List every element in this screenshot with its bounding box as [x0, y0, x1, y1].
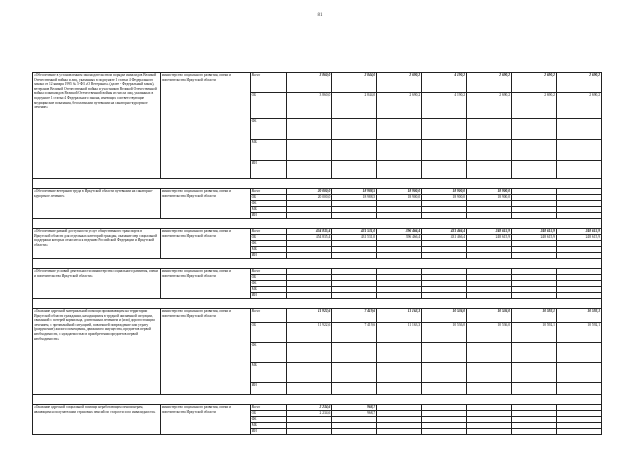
value-cell	[512, 363, 557, 383]
value-cell	[377, 140, 422, 161]
value-cell: 18 900,0	[467, 189, 512, 195]
value-cell	[332, 429, 377, 435]
executor-cell: министерство социального развития, опеки и попечительства Иркутской области	[160, 405, 250, 435]
value-cell: 2 690,2	[556, 93, 601, 119]
value-cell: 18 900,0	[377, 195, 422, 201]
value-cell: 18 900,0	[422, 189, 467, 195]
funding-source-cell: ОБ	[250, 195, 287, 201]
value-cell: 2 844,0	[332, 73, 377, 93]
value-cell: 2 844,0	[332, 93, 377, 119]
value-cell: 248 615,9	[512, 235, 557, 241]
value-cell	[467, 363, 512, 383]
funding-source-cell: ФБ	[250, 417, 287, 423]
value-cell	[287, 119, 332, 140]
value-cell	[332, 363, 377, 383]
value-cell	[467, 119, 512, 140]
value-cell	[422, 119, 467, 140]
value-cell: 18 988,5	[332, 195, 377, 201]
value-cell	[332, 161, 377, 179]
value-cell: 4 190,2	[422, 73, 467, 93]
value-cell: 248 615,9	[556, 235, 601, 241]
value-cell	[422, 140, 467, 161]
funding-source-cell: ОБ	[250, 275, 287, 281]
value-cell: 2 690,2	[512, 73, 557, 93]
value-cell	[377, 343, 422, 363]
funding-source-cell: ИИ	[250, 213, 287, 219]
value-cell: 2 690,2	[467, 73, 512, 93]
value-cell	[556, 140, 601, 161]
value-cell	[467, 140, 512, 161]
value-cell	[556, 119, 601, 140]
value-cell: 10 592,1	[512, 323, 557, 343]
value-cell: 968,7	[332, 411, 377, 417]
value-cell	[512, 119, 557, 140]
value-cell	[377, 429, 422, 435]
value-cell	[287, 383, 332, 395]
funding-source-cell: Всего	[250, 229, 287, 235]
value-cell: 18 900,0	[422, 195, 467, 201]
funding-source-cell: ИИ	[250, 253, 287, 259]
value-cell: 11 922,6	[287, 323, 332, 343]
value-cell: 454 835,4	[287, 229, 332, 235]
value-cell: 2 690,2	[556, 73, 601, 93]
funding-source-cell: МБ	[250, 140, 287, 161]
value-cell: 2 690,2	[512, 93, 557, 119]
value-cell: 11 163,3	[377, 309, 422, 323]
value-cell	[556, 343, 601, 363]
value-cell	[287, 343, 332, 363]
value-cell	[467, 161, 512, 179]
value-cell	[512, 343, 557, 363]
funding-source-cell: Всего	[250, 269, 287, 275]
value-cell	[467, 429, 512, 435]
funding-source-cell: ИИ	[250, 429, 287, 435]
value-cell: 431 466,4	[422, 235, 467, 241]
value-cell: 20 000,0	[287, 195, 332, 201]
value-cell	[512, 161, 557, 179]
value-cell	[332, 383, 377, 395]
value-cell: 7 419,6	[332, 309, 377, 323]
value-cell: 18 900,0	[377, 189, 422, 195]
value-cell: 2 234,6	[287, 411, 332, 417]
value-cell: 10 592,1	[556, 309, 601, 323]
value-cell: 11 922,6	[287, 309, 332, 323]
funding-source-cell: ОБ	[250, 411, 287, 417]
table-row	[33, 73, 602, 93]
funding-source-cell: ИИ	[250, 383, 287, 395]
funding-source-cell: ИИ	[250, 161, 287, 179]
value-cell	[556, 161, 601, 179]
funding-source-cell: Всего	[250, 405, 287, 411]
value-cell: 2 690,2	[377, 93, 422, 119]
value-cell: 2 234,6	[287, 405, 332, 411]
value-cell	[377, 363, 422, 383]
value-cell	[287, 363, 332, 383]
value-cell: 10 536,0	[467, 323, 512, 343]
executor-cell: министерство социального развития, опеки и попечительства Иркутской области	[160, 229, 250, 259]
funding-source-cell: Всего	[250, 73, 287, 93]
page-number: 81	[317, 13, 323, 18]
value-cell: 248 615,9	[467, 229, 512, 235]
value-cell: 10 592,1	[512, 309, 557, 323]
value-cell: 248 615,9	[512, 229, 557, 235]
value-cell	[422, 343, 467, 363]
value-cell	[287, 161, 332, 179]
funding-source-cell: ОБ	[250, 323, 287, 343]
program-name-cell: «Обеспечение ветеранов труда в Иркутской области путевками на санаторно-курортное лечение»	[33, 189, 161, 219]
value-cell	[332, 140, 377, 161]
value-cell	[287, 429, 332, 435]
funding-source-cell: ФБ	[250, 281, 287, 287]
value-cell: 431 531,0	[332, 229, 377, 235]
program-name-cell: «Обеспечение равной доступности услуг общественного транспорта в Иркутской области для отдельных категорий граждан, оказание мер социальной поддержки которых относится к ведению Российской Федерации и Иркутской области»	[33, 229, 161, 259]
value-cell: 968,7	[332, 405, 377, 411]
funding-source-cell: Всего	[250, 189, 287, 195]
executor-cell: министерство социального развития, опеки и попечительства Иркутской области	[160, 73, 250, 179]
funding-source-cell: МБ	[250, 363, 287, 383]
value-cell	[512, 140, 557, 161]
value-cell: 248 615,9	[556, 229, 601, 235]
funding-source-cell: ФБ	[250, 343, 287, 363]
value-cell: 7 419,6	[332, 323, 377, 343]
value-cell	[377, 161, 422, 179]
program-name-cell: «Обеспечение условий деятельности министерства социального развития, опеки и попечительства Иркутской области»	[33, 269, 161, 299]
program-name-cell: «Оказание адресной социальной помощи неработающим пенсионерам, являющимся получателями страховых пенсий по старости и по инвалидности»	[33, 405, 161, 435]
value-cell: 10 536,0	[422, 309, 467, 323]
executor-cell: министерство социального развития, опеки и попечительства Иркутской области	[160, 269, 250, 299]
program-name-cell: «Оказание адресной материальной помощи проживающим на территории Иркутской области гражданам, находящимся в трудной жизненной ситуации, связанной с потерей кормильца, длительным лечением и (или) дорогостоящим лечением, с чрезвычайной ситуацией, повлекшей повреждение или утрату (разрушение) жилого помещения, движимого имущества, предметов первой необходимости, с нуждаемостью в приобретении предметов первой необходимости»	[33, 309, 161, 395]
value-cell	[422, 363, 467, 383]
value-cell: 20 000,0	[287, 189, 332, 195]
value-cell	[377, 119, 422, 140]
program-name-cell: «Обеспечение в установленном законодательством порядке инвалидов Великой Отечественной войны и лиц, указанных в подпункте 1 статьи 4 Федерального закона от 12 января 1995 № 5-ФЗ «О Ветеранах» (далее - Федеральный закон), ветеранов Великой Отечественной войны и участников Великой Отечественной войны и инвалидов Великой Отечественной войны из числа лиц, указанных в подпункте 1 статьи 4 Федерального закона, имеющих соответствующие медицинские показания, бесплатными путевками на санаторно-курортное лечение»	[33, 73, 161, 179]
value-cell: 18 988,5	[332, 189, 377, 195]
funding-source-cell: Всего	[250, 309, 287, 323]
value-cell: 431 531,0	[332, 235, 377, 241]
budget-table	[32, 72, 602, 435]
value-cell: 10 592,1	[556, 323, 601, 343]
executor-cell: министерство социального развития, опеки и попечительства Иркутской области	[160, 309, 250, 395]
value-cell: 396 466,4	[377, 229, 422, 235]
value-cell	[422, 161, 467, 179]
value-cell	[512, 429, 557, 435]
funding-source-cell: МБ	[250, 207, 287, 213]
value-cell	[332, 119, 377, 140]
value-cell	[422, 383, 467, 395]
value-cell: 454 835,4	[287, 235, 332, 241]
funding-source-cell: МБ	[250, 247, 287, 253]
funding-source-cell: ФБ	[250, 201, 287, 207]
value-cell	[512, 383, 557, 395]
table-row	[33, 309, 602, 323]
value-cell	[422, 429, 467, 435]
funding-source-cell: ФБ	[250, 241, 287, 247]
value-cell: 2 690,2	[467, 93, 512, 119]
value-cell	[287, 140, 332, 161]
funding-source-cell: ОБ	[250, 235, 287, 241]
value-cell	[556, 363, 601, 383]
value-cell: 2 690,2	[377, 73, 422, 93]
value-cell: 3 860,0	[287, 93, 332, 119]
value-cell	[377, 383, 422, 395]
value-cell	[467, 383, 512, 395]
value-cell	[556, 429, 601, 435]
value-cell: 396 466,4	[377, 235, 422, 241]
value-cell	[332, 343, 377, 363]
funding-source-cell: ОБ	[250, 93, 287, 119]
value-cell: 18 900,0	[467, 195, 512, 201]
value-cell: 3 860,0	[287, 73, 332, 93]
funding-source-cell: ФБ	[250, 119, 287, 140]
funding-source-cell: МБ	[250, 423, 287, 429]
value-cell: 4 190,2	[422, 93, 467, 119]
value-cell: 10 536,0	[467, 309, 512, 323]
value-cell	[556, 383, 601, 395]
value-cell: 10 536,0	[422, 323, 467, 343]
value-cell: 11 163,3	[377, 323, 422, 343]
value-cell	[467, 343, 512, 363]
value-cell: 248 615,9	[467, 235, 512, 241]
funding-source-cell: МБ	[250, 287, 287, 293]
funding-source-cell: ИИ	[250, 293, 287, 299]
executor-cell: министерство социального развития, опеки и попечительства Иркутской области	[160, 189, 250, 219]
value-cell: 431 466,4	[422, 229, 467, 235]
